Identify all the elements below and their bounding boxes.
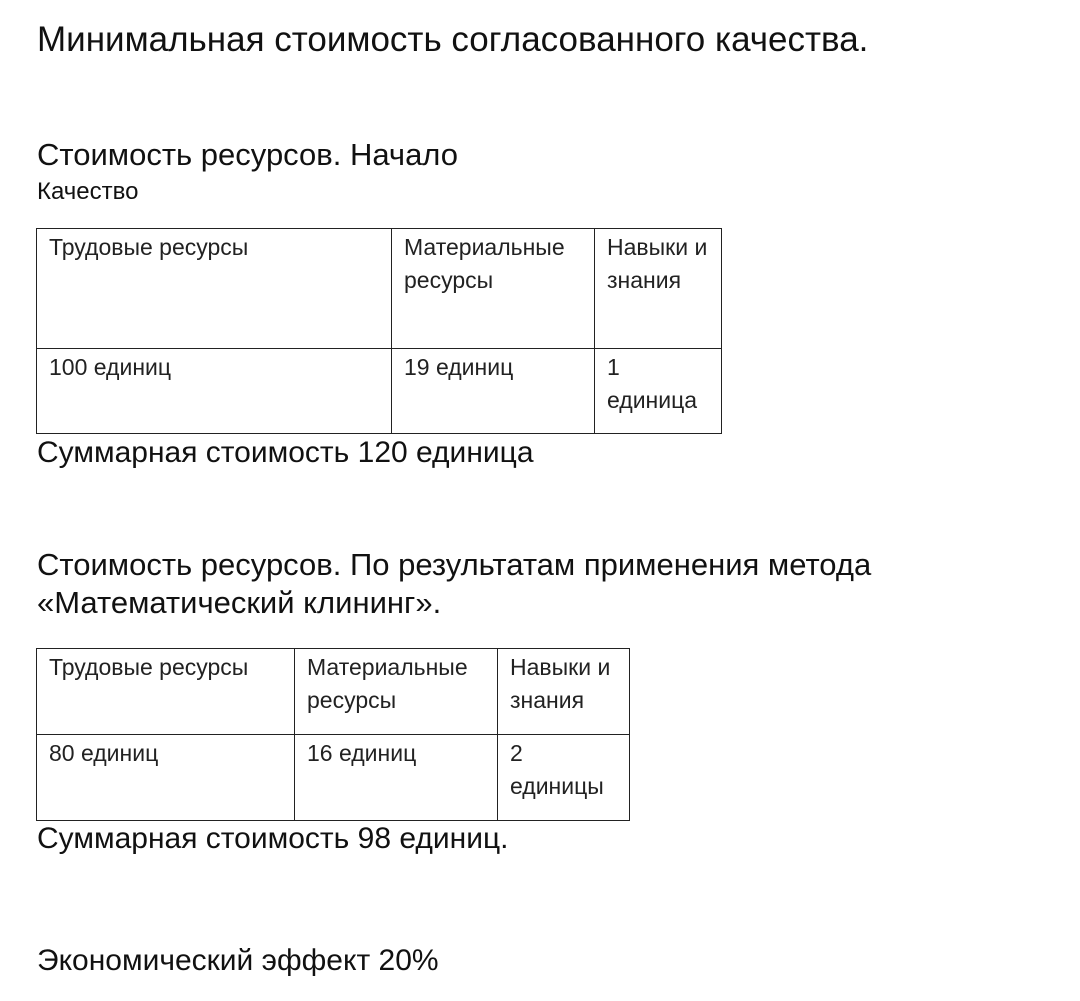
header-material: Материальные ресурсы — [295, 649, 498, 735]
resources-table-start — [36, 228, 722, 434]
section1-total: Суммарная стоимость 120 единица — [37, 436, 534, 469]
value-material: 19 единиц — [392, 349, 595, 434]
section1-heading: Стоимость ресурсов. Начало — [37, 137, 458, 172]
header-skills: Навыки и знания — [498, 649, 630, 735]
value-labor: 100 единиц — [37, 349, 392, 434]
resources-table-result — [36, 648, 630, 821]
value-labor: 80 единиц — [37, 735, 295, 821]
header-skills: Навыки и знания — [595, 229, 722, 349]
section2-heading: Стоимость ресурсов. По результатам применения метода «Математический клининг». — [37, 547, 872, 620]
value-material: 16 единиц — [295, 735, 498, 821]
value-skills: 1 единица — [595, 349, 722, 434]
table-row — [37, 349, 722, 434]
page-title: Минимальная стоимость согласованного качества. — [37, 20, 869, 59]
section1-subheading: Качество — [37, 178, 139, 205]
table-header-row — [37, 649, 630, 735]
table-header-row — [37, 229, 722, 349]
table-row — [37, 735, 630, 821]
economic-effect: Экономический эффект 20% — [37, 944, 439, 977]
section2-total: Суммарная стоимость 98 единиц. — [37, 822, 509, 855]
header-material: Материальные ресурсы — [392, 229, 595, 349]
header-labor: Трудовые ресурсы — [37, 649, 295, 735]
header-labor: Трудовые ресурсы — [37, 229, 392, 349]
value-skills: 2 единицы — [498, 735, 630, 821]
